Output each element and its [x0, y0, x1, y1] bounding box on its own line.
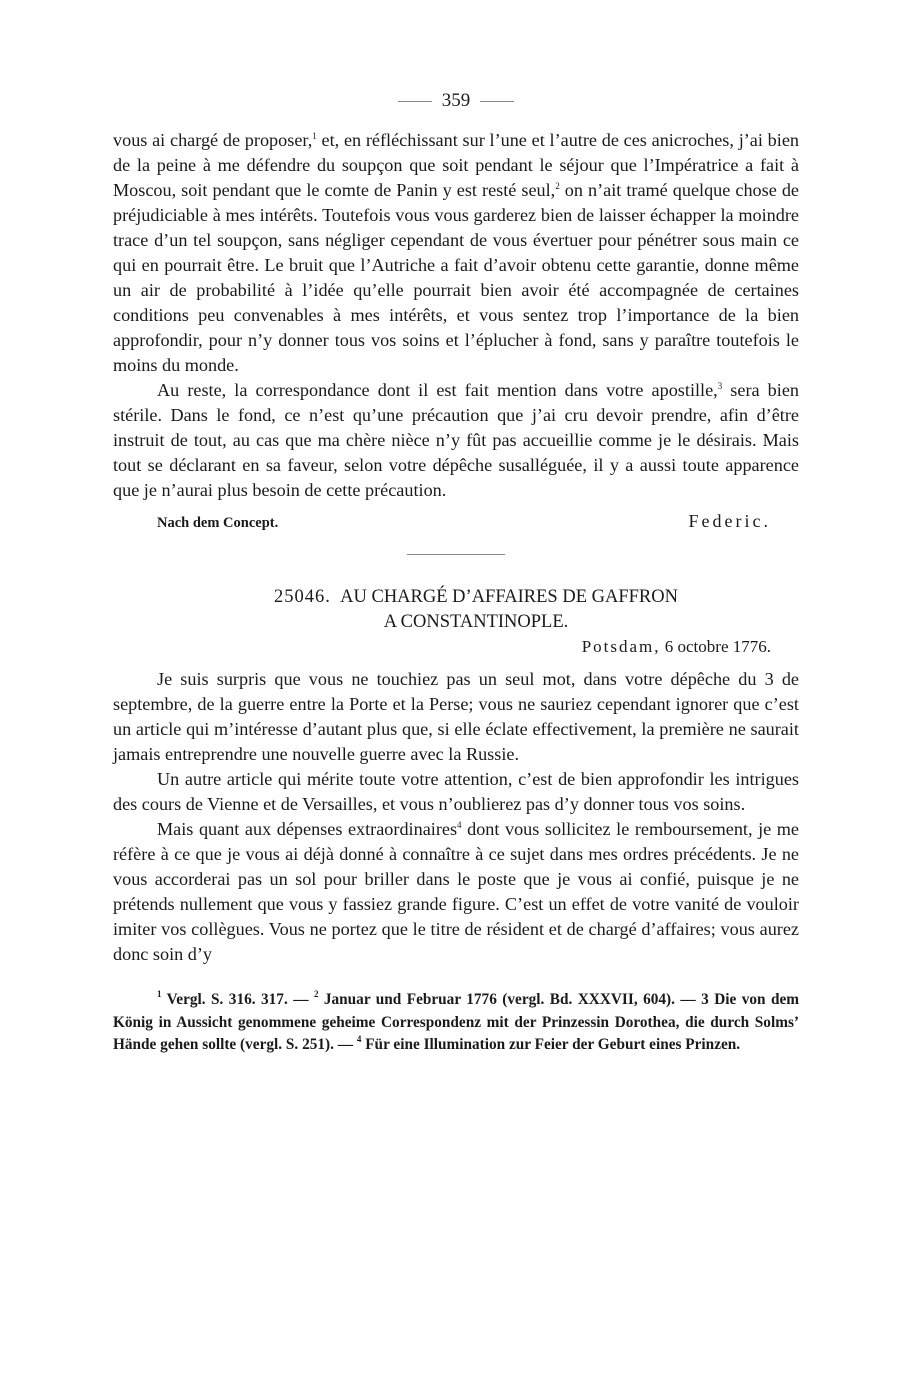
- footnote-ref: 1: [312, 131, 317, 141]
- footnote-mark: 4: [356, 1034, 362, 1044]
- heading-line-2: A CONSTANTINOPLE.: [383, 612, 569, 632]
- footnotes: [113, 989, 799, 1057]
- paragraph-text: Je suis surpris que vous ne touchiez pas un seul mot, dans votre dépêche du 3 de septembre, de la guerre entre la Porte et la Perse; vous ne sauriez cependant ignorer que c’est un article qui m’intéresse d’autant plus que, si elle éclate effectivement, la première ne saurait jamais entreprendre une nouvelle guerre avec la Russie.: [113, 669, 799, 764]
- footnote-block: [113, 989, 799, 1057]
- page-header: [113, 88, 799, 114]
- paragraph-text: et, en réfléchissant sur l’une et l’autre de ces anicroches, j’ai bien de la peine à me défendre du soupçon que soit pendant le séjour que l’Impératrice a fait à Moscou, soit pendant que le comte de Panin y est resté seul,: [113, 130, 799, 200]
- letter-date: 6 octobre 1776.: [664, 637, 771, 656]
- paragraph: [113, 817, 799, 967]
- paragraph: [113, 767, 799, 817]
- new-letter-body: [113, 667, 799, 967]
- letter-heading: [113, 585, 799, 635]
- page-number: 359: [441, 90, 471, 111]
- paragraph-text: Un autre article qui mérite toute votre attention, c’est de bien approfondir les intrigues des cours de Vienne et de Versailles, et vous n’oublierez pas d’y donner tous vos soins.: [113, 769, 799, 814]
- heading-line-1: [153, 585, 799, 610]
- letter-number: 25046.: [274, 587, 331, 607]
- header-rule-left: [398, 101, 432, 102]
- footnote-ref: 3: [717, 381, 723, 391]
- paragraph: [113, 667, 799, 767]
- continued-letter-body: [113, 128, 799, 503]
- letter-title: AU CHARGÉ D’AFFAIRES DE GAFFRON: [340, 587, 678, 607]
- footnote-text: Vergl. S. 316. 317. —: [161, 991, 314, 1008]
- footnote-mark: 2: [313, 989, 319, 999]
- footnote-text: Januar und Februar 1776 (vergl. Bd. XXXVII, 604). —: [318, 991, 702, 1008]
- letter-closing: [113, 511, 799, 532]
- source-note: Nach dem Concept.: [157, 515, 279, 531]
- paragraph-text: Mais quant aux dépenses extraordinaires: [157, 819, 458, 839]
- signature: Federic.: [688, 511, 771, 531]
- paragraph-text: sera bien stérile. Dans le fond, ce n’est qu’une précaution que j’ai cru devoir prendre, afin d’être instruit de tout, au cas que ma chère nièce n’y fût pas accueillie comme je le désirais. Mais tout se déclarant en sa faveur, selon votre dépêche susalléguée, il y a aussi toute apparence que je n’aurai plus besoin de cette précaution.: [113, 380, 799, 500]
- paragraph: [113, 378, 799, 503]
- place-date: [113, 635, 799, 659]
- paragraph-text: Au reste, la correspondance dont il est fait mention dans votre apostille,: [157, 380, 718, 400]
- header-rule-right: [480, 101, 514, 102]
- paragraph-text: vous ai chargé de proposer,: [113, 130, 313, 150]
- footnote-mark: 3: [701, 991, 709, 1008]
- paragraph: [113, 128, 799, 378]
- footnote-ref: 2: [555, 181, 560, 191]
- letter-place: Potsdam,: [581, 637, 661, 656]
- book-page: [113, 88, 799, 1057]
- paragraph-text: on n’ait tramé quelque chose de préjudiciable à mes intérêts. Toutefois vous vous garderez bien de laisser échapper la moindre trace d’un tel soupçon, sans négliger cependant de vous évertuer pour pénétrer sous main ce qui en pourrait être. Le bruit que l’Autriche a fait d’avoir obtenu cette garantie, donne même un air de probabilité à l’idée qu’elle pourrait bien avoir été accompagnée de certaines conditions peu convenables à mes intérêts, et vous sentez trop l’importance de la bien approfondir, pour n’y donner tous vos soins et l’éplucher à fond, sans y paraître toutefois le moins du monde.: [113, 180, 799, 375]
- paragraph-text: dont vous sollicitez le remboursement, je me réfère à ce que je vous ai déjà donné à connaître à ce sujet dans mes ordres précédents. Je ne vous accorderai pas un sol pour briller dans le poste que je vous ai confié, puisque je ne prétends nullement que vous y fassiez grande figure. C’est un effet de votre vanité de vouloir imiter vos collègues. Vous ne portez que le titre de résident et de chargé d’affaires; vous aurez donc soin d’y: [113, 819, 799, 964]
- footnote-mark: 1: [157, 989, 162, 999]
- footnote-text: Die von dem König in Aussicht genommene geheime Correspondenz mit der Prinzessin Dorothea, die durch Solms’ Hände gehen sollte (vergl. S. 251). —: [113, 991, 800, 1053]
- section-divider: [407, 554, 505, 555]
- footnote-ref: 4: [457, 820, 462, 830]
- footnote-text: Für eine Illumination zur Feier der Geburt eines Prinzen.: [361, 1036, 741, 1053]
